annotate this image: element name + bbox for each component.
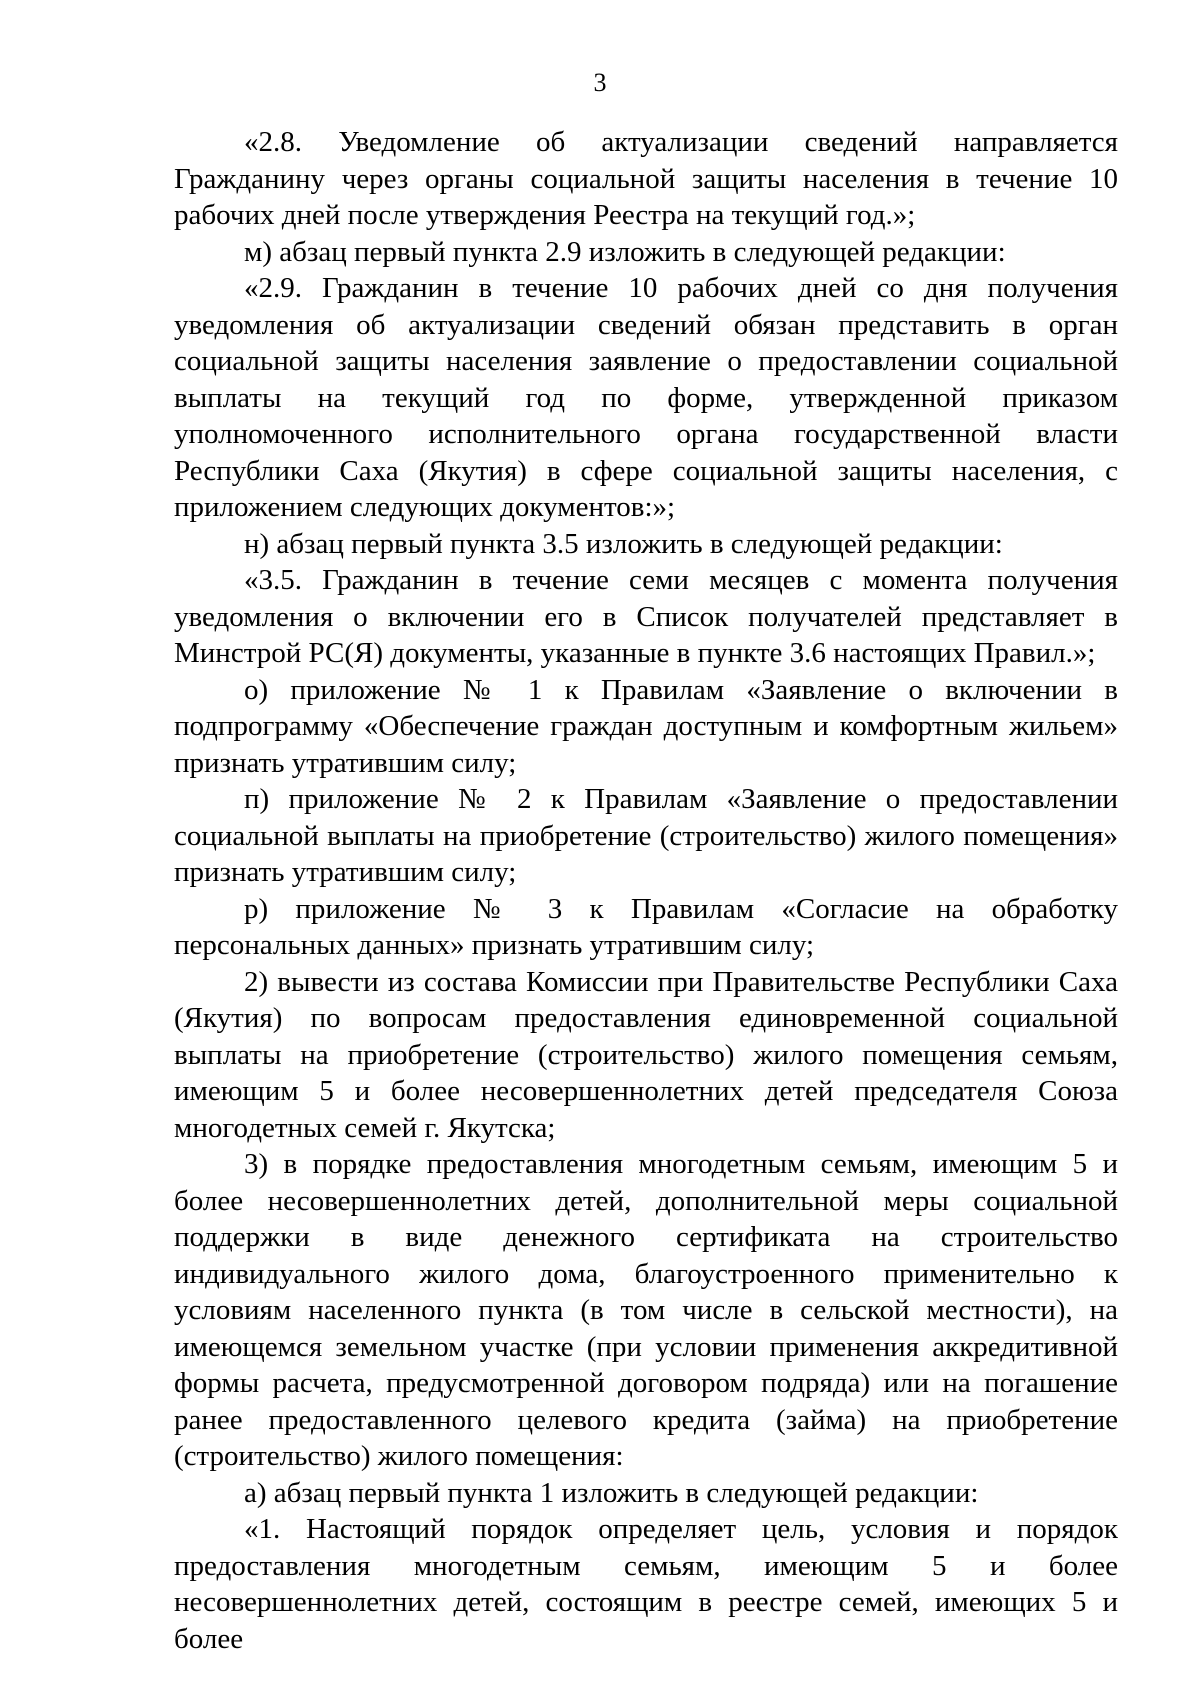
paragraph-item-2-commission: 2) вывести из состава Комиссии при Правительстве Республики Саха (Якутия) по вопросам предоставления единовременной социальной выплаты на приобретение (строительство) жилого помещения семьям, имеющим 5 и более несовершеннолетних детей председателя Союза многодетных семей г. Якутска; xyxy=(174,965,1118,1144)
document-body xyxy=(174,124,1118,1657)
paragraph-amend-a: а) абзац первый пункта 1 изложить в следующей редакции: xyxy=(244,1476,979,1509)
paragraph-amend-o: о) приложение № 1 к Правилам «Заявление о включении в подпрограмму «Обеспечение граждан доступным и комфортным жильем» признать утратившим силу; xyxy=(174,673,1118,779)
paragraph-item-3-procedure: 3) в порядке предоставления многодетным семьям, имеющим 5 и более несовершеннолетних детей, дополнительной меры социальной поддержки в виде денежного сертификата на строительство индивидуального жилого дома, благоустроенного применительно к условиям населенного пункта (в том числе в сельской местности), на имеющемся земельном участке (при условии применения аккредитивной формы расчета, предусмотренной договором подряда) или на погашение ранее предоставленного целевого кредита (займа) на приобретение (строительство) жилого помещения: xyxy=(174,1148,1118,1472)
paragraph-amend-p: п) приложение № 2 к Правилам «Заявление о предоставлении социальной выплаты на приобретение (строительство) жилого помещения» признать утратившим силу; xyxy=(174,783,1118,888)
paragraph-3-5-documents: «3.5. Гражданин в течение семи месяцев с момента получения уведомления о включении его в Список получателей представляет в Минстрой РС(Я) документы, указанные в пункте 3.6 настоящих Правил.»; xyxy=(174,564,1118,669)
page-number: 3 xyxy=(593,68,607,97)
paragraph-amend-r: р) приложение № 3 к Правилам «Согласие на обработку персональных данных» признать утратившим силу; xyxy=(174,892,1118,961)
paragraph-1-procedure-definition: «1. Настоящий порядок определяет цель, условия и порядок предоставления многодетным семьям, имеющим 5 и более несовершеннолетних детей, состоящим в реестре семей, имеющих 5 и более xyxy=(174,1513,1118,1655)
paragraph-2-9-application: «2.9. Гражданин в течение 10 рабочих дней со дня получения уведомления об актуализации сведений обязан представить в орган социальной защиты населения заявление о предоставлении социальной выплаты на текущий год по форме, утвержденной приказом уполномоченного исполнительного органа государственной власти Республики Саха (Якутия) в сфере социальной защиты населения, с приложением следующих документов:»; xyxy=(174,272,1118,523)
paragraph-2-8-notice: «2.8. Уведомление об актуализации сведений направляется Гражданину через органы социальной защиты населения в течение 10 рабочих дней после утверждения Реестра на текущий год.»; xyxy=(174,126,1118,231)
paragraph-amend-n: н) абзац первый пункта 3.5 изложить в следующей редакции: xyxy=(244,527,1003,560)
paragraph-amend-m: м) абзац первый пункта 2.9 изложить в следующей редакции: xyxy=(244,235,1006,268)
